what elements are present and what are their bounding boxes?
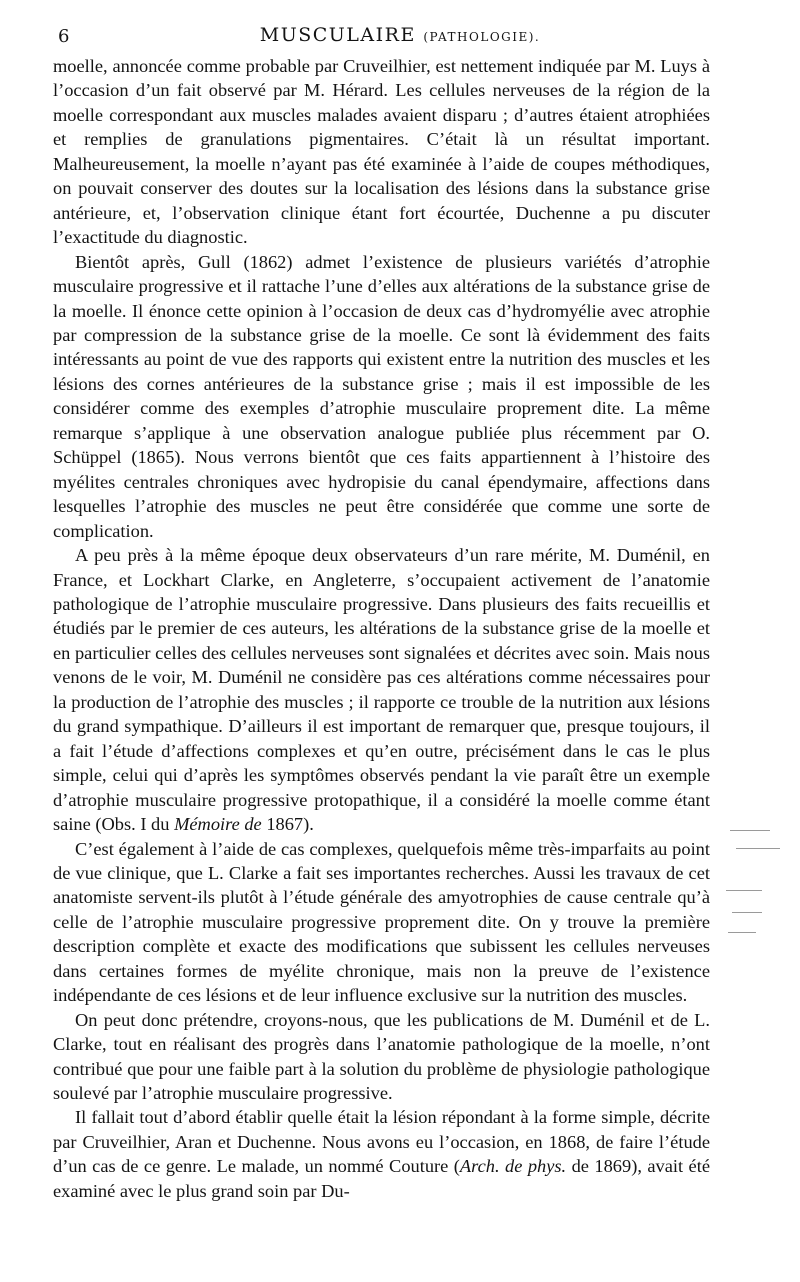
emphasis-text: Arch. de phys. <box>459 1156 567 1177</box>
paragraph-text: Il fallait tout d’abord établir quelle était la lésion répondant à la forme simple, décrite par Cruveilhier, Aran et Duchenne. Nous avons eu l’occasion, en 1868, de faire l’étude d’un cas de ce genre. Le malade, un nommé Couture ( <box>53 1107 710 1177</box>
margin-scan-marks <box>722 820 782 960</box>
emphasis-text: Mémoire de <box>174 814 262 835</box>
page-number: 6 <box>58 26 70 47</box>
running-head-subtitle: (PATHOLOGIE). <box>423 30 541 44</box>
paragraph <box>53 54 710 250</box>
paragraph <box>53 250 710 543</box>
paragraph-text: moelle, annoncée comme probable par Cruveilhier, est nettement indiquée par M. Luys à l’occasion d’un fait observé par M. Hérard. Les cellules nerveuses de la région de la moelle correspondant aux muscles malades avaient disparu ; d’autres étaient atrophiées et remplies de granulations pigmentaires. C’était là un résultat important. Malheureusement, la moelle n’ayant pas été examinée à l’aide de coupes méthodiques, on pouvait conserver des doutes sur la localisation des lésions dans la substance grise antérieure, et, l’observation clinique étant fort écourtée, Duchenne a pu discuter l’exactitude du diagnostic. <box>53 56 710 248</box>
page-header <box>0 24 800 50</box>
paragraph-text: C’est également à l’aide de cas complexes, quelquefois même très-imparfaits au point de vue clinique, que L. Clarke a fait ses importantes recherches. Aussi les travaux de cet anatomiste servent-ils plutôt à l’étude générale des amyotrophies de cause centrale qu’à celle de l’atrophie musculaire progressive proprement dite. On y trouve la première description complète et exacte des modifications que subissent les cellules nerveuses dans certaines formes de myélite chronique, mais non la preuve de l’existence indépendante de ces lésions et de leur influence exclusive sur la nutrition des muscles. <box>53 838 710 1006</box>
running-head <box>0 24 800 46</box>
scan-mark <box>736 848 780 849</box>
paragraph <box>53 543 710 836</box>
paragraph-text: Bientôt après, Gull (1862) admet l’existence de plusieurs variétés d’atrophie musculaire progressive et il rattache l’une d’elles aux altérations de la substance grise de la moelle. Il énonce cette opinion à l’occasion de deux cas d’hydromyélie avec atrophie par compression de la substance grise de la moelle. Ce sont là évidemment des faits intéressants au point de vue des rapports qui existent entre la nutrition des muscles et les lésions des cornes antérieures de la substance grise ; mais il est impossible de les considérer comme des exemples d’atrophie musculaire proprement dite. La même remarque s’applique à une observation analogue publiée plus récemment par O. Schüppel (1865). Nous verrons bientôt que ces faits appartiennent à l’histoire des myélites centrales chroniques avec hydropisie du canal épendymaire, affections dans lesquelles l’atrophie des muscles ne peut être considérée que comme une sorte de complication. <box>53 251 710 541</box>
paragraph <box>53 1105 710 1203</box>
paragraph <box>53 1008 710 1106</box>
paragraph-text: 1867). <box>261 814 314 835</box>
paragraph-text: On peut donc prétendre, croyons-nous, que les publications de M. Duménil et de L. Clarke, tout en réalisant des progrès dans l’anatomie pathologique de la moelle, n’ont contribué que pour une faible part à la solution du problème de physiologie pathologique soulevé par l’atrophie musculaire progressive. <box>53 1009 710 1104</box>
running-head-title: MUSCULAIRE <box>259 24 416 46</box>
body-text <box>53 54 710 1203</box>
paragraph-text: A peu près à la même époque deux observateurs d’un rare mérite, M. Duménil, en France, et Lockhart Clarke, en Angleterre, s’occupaient activement de l’anatomie pathologique de l’atrophie musculaire progressive. Dans plusieurs des faits recueillis et étudiés par le premier de ces auteurs, les altérations de la substance grise de la moelle et en particulier celles des cellules nerveuses sont signalées et décrites avec soin. Mais nous venons de le voir, M. Duménil ne considère pas ces altérations comme nécessaires pour la production de l’atrophie des muscles ; il rapporte ce trouble de la nutrition aux lésions du grand sympathique. D’ailleurs il est important de remarquer que, presque toujours, il a fait l’étude d’affections complexes et qu’en outre, précisément dans le cas le plus simple, celui qui d’après les symptômes observés pendant la vie paraît être un exemple d’atrophie musculaire progressive protopathique, il a considéré la moelle comme étant saine (Obs. I du <box>53 545 710 835</box>
paragraph <box>53 837 710 1008</box>
scan-mark <box>730 830 770 831</box>
scan-mark <box>732 912 762 913</box>
paragraph-text: de 1869), avait été examiné avec le plus grand soin par Du- <box>53 1156 710 1201</box>
scan-mark <box>728 932 756 933</box>
scan-mark <box>726 890 762 891</box>
